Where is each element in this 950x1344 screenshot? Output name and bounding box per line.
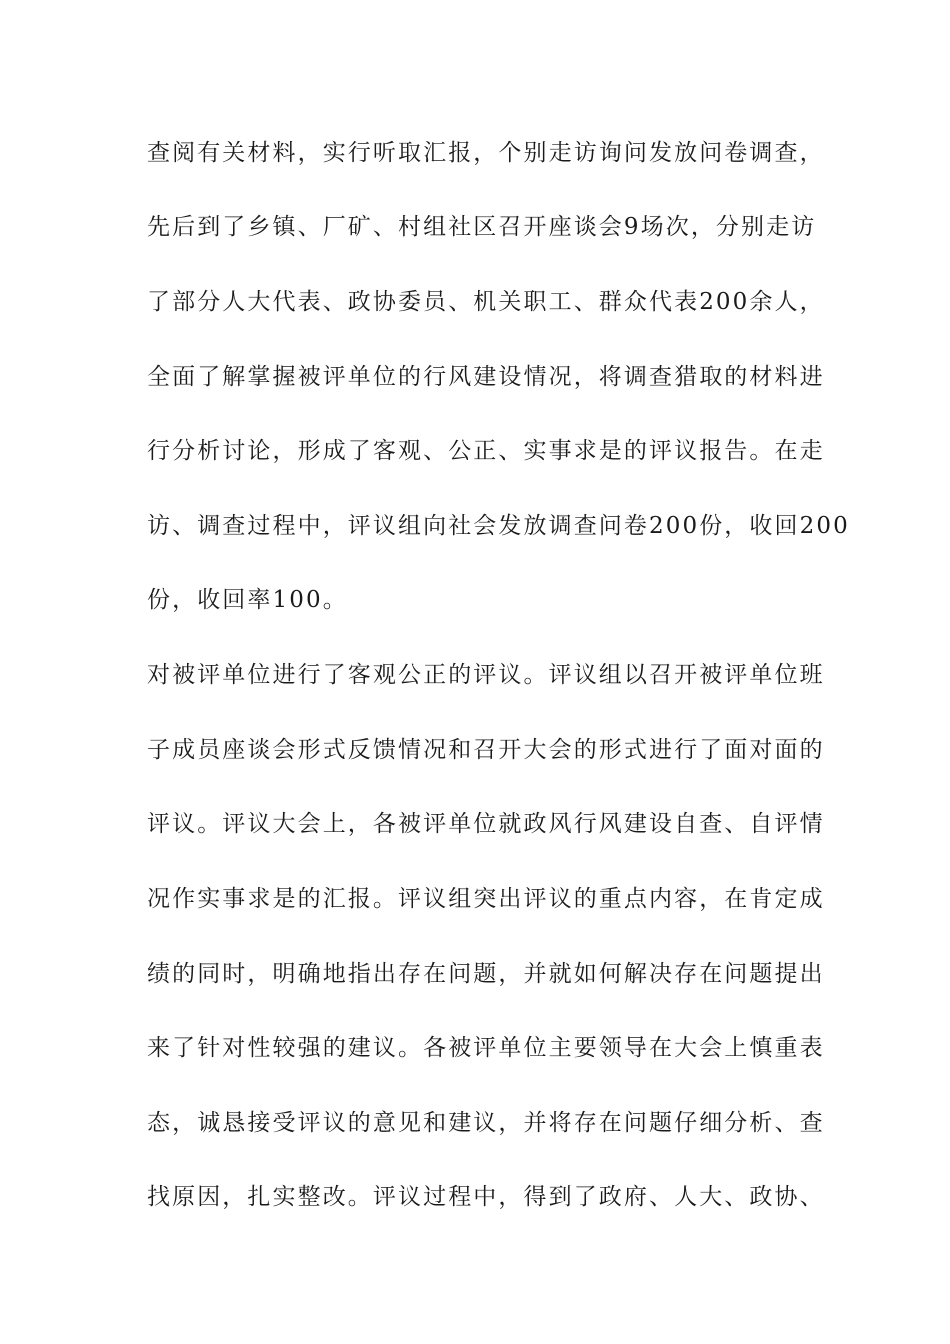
text-line: 态，诚恳接受评议的意见和建议，并将存在问题仔细分析、查 <box>147 1110 825 1136</box>
text-line: 访、调查过程中，评议组向社会发放调查问卷200份，收回200 <box>147 513 850 539</box>
text-line: 绩的同时，明确地指出存在问题，并就如何解决存在问题提出 <box>147 961 825 987</box>
text-line: 查阅有关材料，实行听取汇报，个别走访询问发放问卷调查， <box>147 140 825 166</box>
text-line: 况作实事求是的汇报。评议组突出评议的重点内容，在肯定成 <box>147 886 825 912</box>
text-line: 对被评单位进行了客观公正的评议。评议组以召开被评单位班 <box>147 662 825 688</box>
text-line: 份，收回率100。 <box>147 587 348 613</box>
text-line: 来了针对性较强的建议。各被评单位主要领导在大会上慎重表 <box>147 1035 825 1061</box>
text-line: 找原因，扎实整改。评议过程中，得到了政府、人大、政协、 <box>147 1184 825 1210</box>
text-line: 行分析讨论，形成了客观、公正、实事求是的评议报告。在走 <box>147 438 825 464</box>
text-line: 评议。评议大会上，各被评单位就政风行风建设自查、自评情 <box>147 811 825 837</box>
text-line: 先后到了乡镇、厂矿、村组社区召开座谈会9场次，分别走访 <box>147 214 817 240</box>
text-line: 了部分人大代表、政协委员、机关职工、群众代表200余人， <box>147 289 825 315</box>
text-line: 子成员座谈会形式反馈情况和召开大会的形式进行了面对面的 <box>147 737 825 763</box>
text-line: 全面了解掌握被评单位的行风建设情况，将调查猎取的材料进 <box>147 364 825 390</box>
